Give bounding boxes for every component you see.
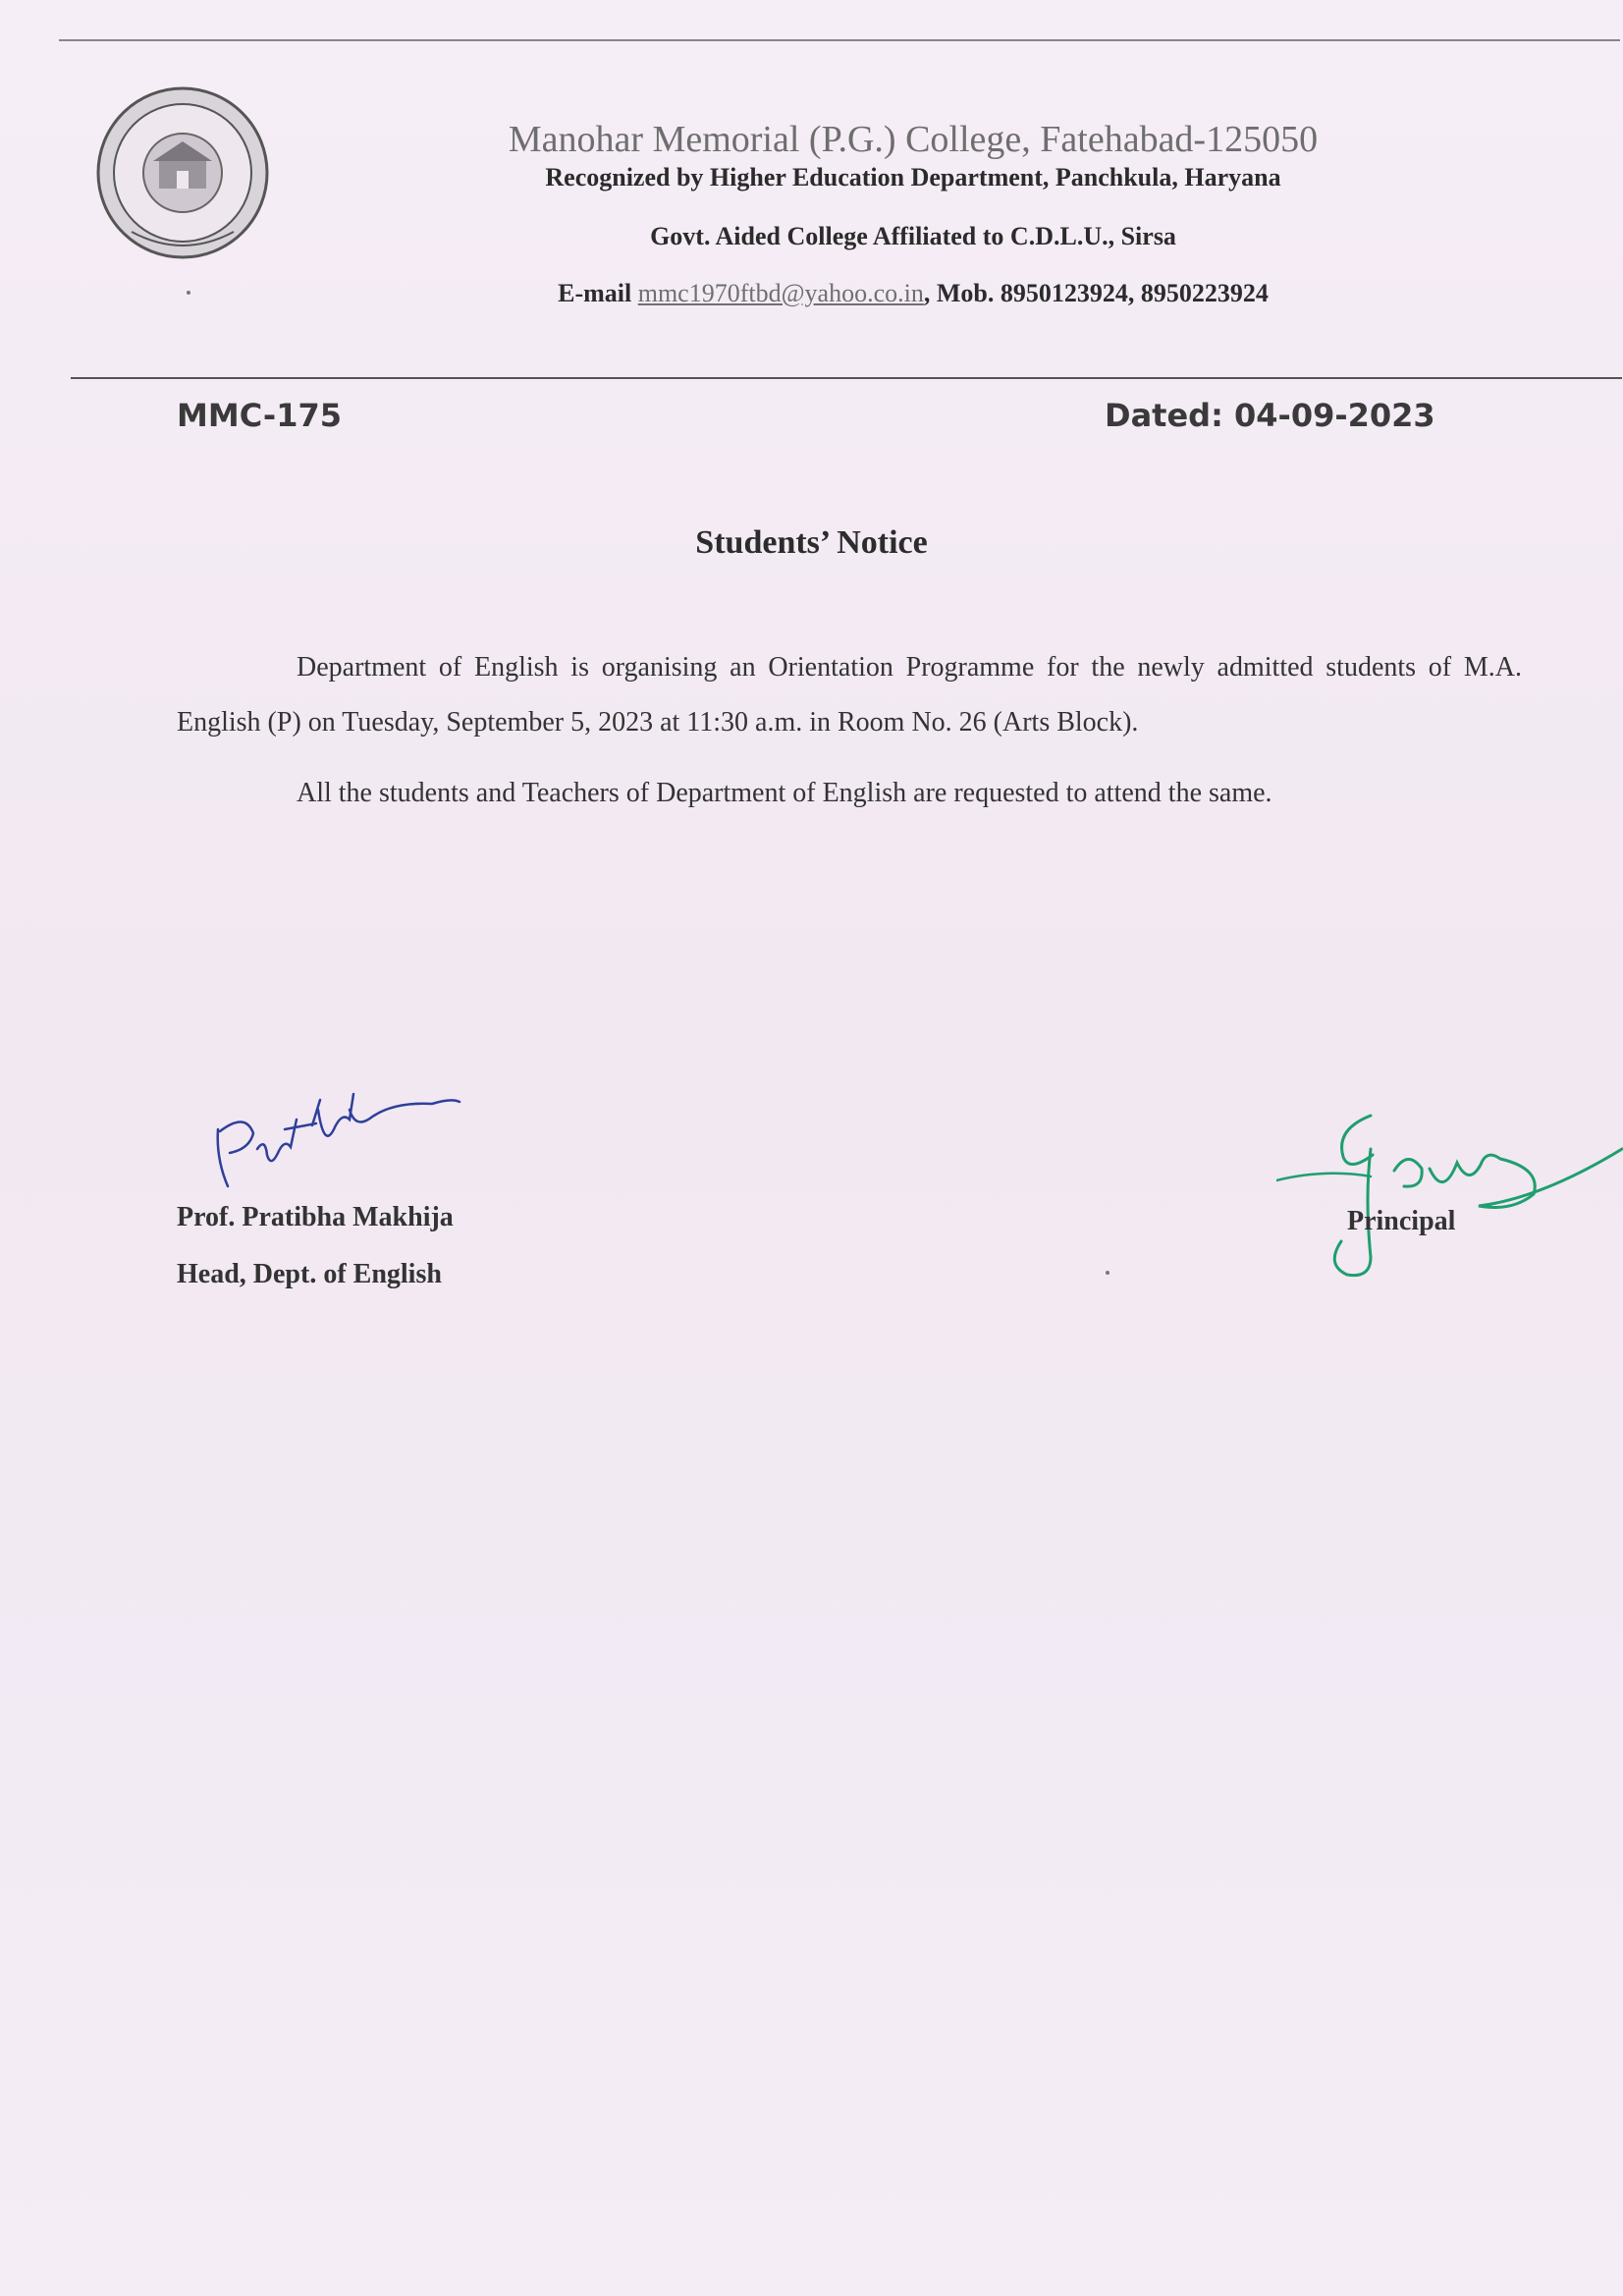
reference-number: MMC-175 (177, 397, 342, 434)
paper-speck (187, 291, 190, 295)
hod-name: Prof. Pratibha Makhija (177, 1202, 454, 1232)
top-edge-rule (59, 39, 1620, 41)
email-link[interactable]: mmc1970ftbd@yahoo.co.in (637, 279, 924, 307)
paper-speck (1106, 1271, 1109, 1275)
hod-designation: Head, Dept. of English (177, 1259, 442, 1289)
principal-title: Principal (1347, 1206, 1456, 1236)
notice-date: Dated: 04-09-2023 (1105, 397, 1435, 434)
header-divider (71, 377, 1622, 379)
principal-signature (1276, 1110, 1623, 1286)
hod-signature (206, 1090, 461, 1198)
recognition-line: Recognized by Higher Education Department, Panchkula, Haryana (545, 163, 1281, 191)
email-label: E-mail (558, 279, 632, 307)
notice-title: Students’ Notice (695, 524, 928, 561)
mobile-numbers: , Mob. 8950123924, 8950223924 (923, 279, 1269, 307)
notice-paragraph-2: All the students and Teachers of Department of English are requested to attend the same. (297, 778, 1272, 808)
college-name: Manohar Memorial (P.G.) College, Fatehabad-125050 (508, 119, 1319, 160)
contact-line (324, 279, 1502, 308)
affiliation-line: Govt. Aided College Affiliated to C.D.L.U., Sirsa (650, 222, 1176, 250)
notice-paragraph-1: Department of English is organising an Orientation Programme for the newly admitted students of M.A. English (P) on Tuesday, September 5, 2023 at 11:30 a.m. in Room No. 26 (Arts Block). (177, 652, 1522, 738)
college-seal-logo (94, 84, 271, 261)
